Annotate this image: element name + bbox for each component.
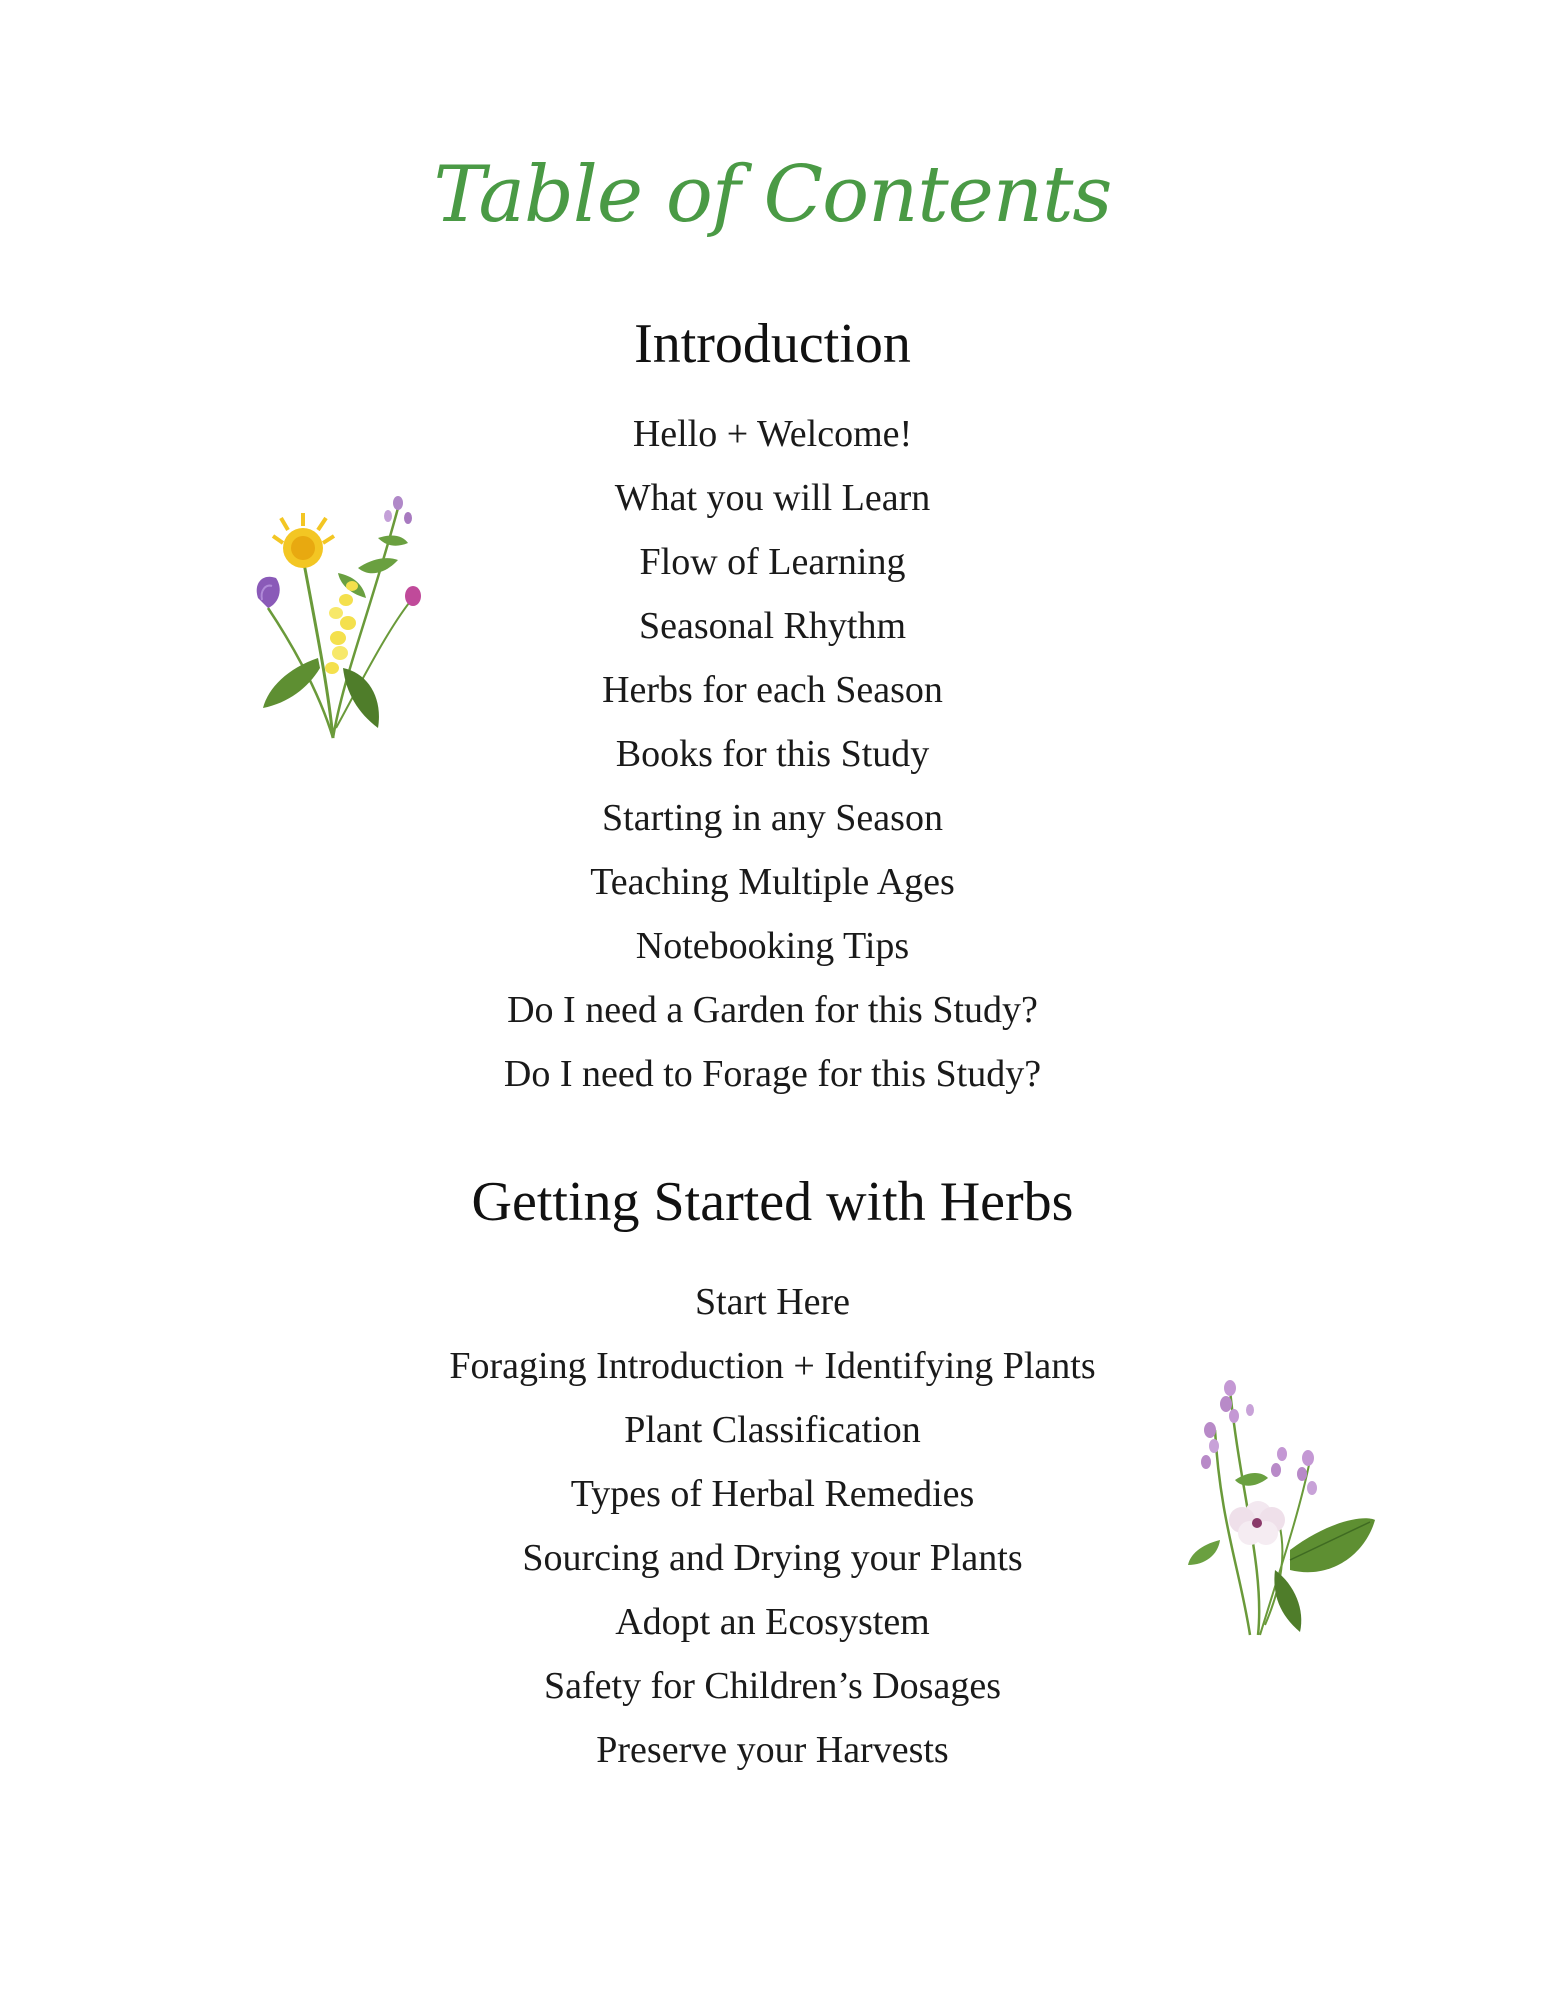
toc-item[interactable]: Safety for Children’s Dosages [544,1665,1001,1707]
toc-list-introduction [0,402,1545,1106]
toc-item[interactable]: Starting in any Season [602,797,943,839]
wildflower-bouquet-left-icon [248,488,428,748]
toc-item[interactable]: Notebooking Tips [635,925,910,967]
toc-item[interactable]: Books for this Study [615,733,930,775]
toc-item[interactable]: Do I need a Garden for this Study? [507,989,1038,1031]
toc-item[interactable]: Preserve your Harvests [596,1729,949,1771]
toc-item[interactable]: Plant Classification [624,1409,921,1451]
toc-item[interactable]: Herbs for each Season [602,669,943,711]
wildflower-bouquet-right-icon [1180,1370,1380,1640]
toc-item[interactable]: Teaching Multiple Ages [590,861,955,903]
toc-item[interactable]: Seasonal Rhythm [638,605,907,647]
toc-item[interactable]: Adopt an Ecosystem [615,1601,930,1643]
toc-item[interactable]: Start Here [694,1281,851,1323]
toc-item[interactable]: Do I need to Forage for this Study? [503,1053,1042,1095]
section-heading-getting-started: Getting Started with Herbs [471,1171,1074,1233]
toc-item[interactable]: What you will Learn [614,477,931,519]
toc-item[interactable]: Foraging Introduction + Identifying Plants [449,1345,1096,1387]
toc-item[interactable]: Types of Herbal Remedies [570,1473,975,1515]
page-title: Table of Contents [433,150,1112,240]
toc-item[interactable]: Flow of Learning [639,541,906,583]
toc-item[interactable]: Sourcing and Drying your Plants [522,1537,1023,1579]
toc-item[interactable]: Hello + Welcome! [632,413,913,455]
section-heading-introduction: Introduction [634,313,911,375]
